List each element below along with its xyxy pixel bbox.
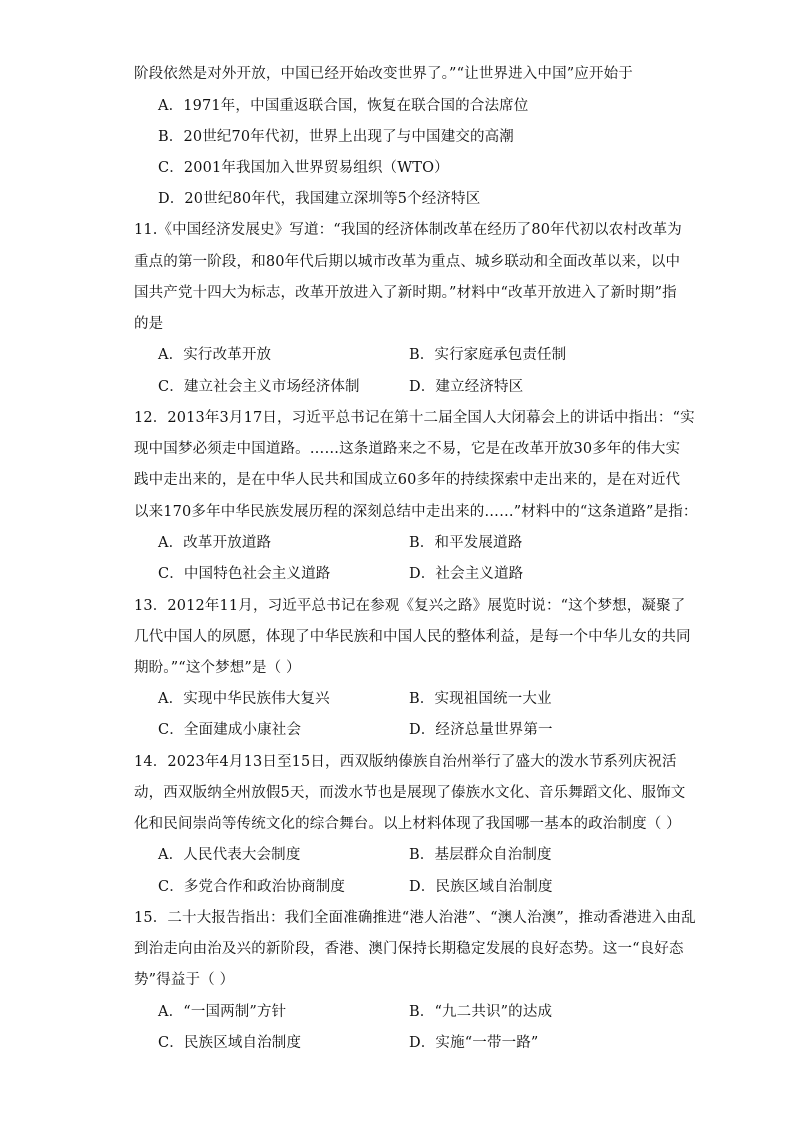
q11-option-a: A．实行改革开放 bbox=[158, 347, 272, 363]
q11-stem-line-1: 11.《中国经济发展史》写道：“我国的经济体制改革在经历了80年代初以农村改革为 bbox=[134, 222, 682, 238]
q11-option-d: D．建立经济特区 bbox=[409, 379, 524, 395]
q13-option-c: C．全面建成小康社会 bbox=[158, 722, 302, 738]
q10-option-d: D．20世纪80年代，我国建立深圳等5个经济特区 bbox=[158, 191, 481, 207]
q11-stem-line-2: 重点的第一阶段，和80年代后期以城市改革为重点、城乡联动和全面改革以来，以中 bbox=[134, 254, 681, 270]
q15-option-d: D．实施“一带一路” bbox=[409, 1035, 539, 1051]
q10-option-c: C．2001年我国加入世界贸易组织（WTO） bbox=[158, 160, 449, 176]
q14-option-a: A．人民代表大会制度 bbox=[158, 847, 301, 863]
q14-stem-line-2: 动，西双版纳全州放假5天，而泼水节也是展现了傣族水文化、音乐舞蹈文化、服饰文 bbox=[134, 785, 686, 801]
q10-option-b: B．20世纪70年代初，世界上出现了与中国建交的高潮 bbox=[158, 129, 514, 145]
q15-stem-line-3: 势”得益于（ ） bbox=[134, 972, 235, 988]
q11-option-b: B．实行家庭承包责任制 bbox=[409, 347, 567, 363]
q12-stem-line-4: 以来170多年中华民族发展历程的深刻总结中走出来的……”材料中的“这条道路”是指： bbox=[134, 504, 698, 520]
q10-option-a: A．1971年，中国重返联合国，恢复在联合国的合法席位 bbox=[158, 98, 529, 114]
q15-option-c: C．民族区域自治制度 bbox=[158, 1035, 302, 1051]
q13-stem-line-2: 几代中国人的夙愿，体现了中华民族和中国人民的整体利益，是每一个中华儿女的共同 bbox=[134, 629, 691, 645]
q14-option-d: D．民族区域自治制度 bbox=[409, 879, 553, 895]
q13-option-b: B．实现祖国统一大业 bbox=[409, 691, 552, 707]
q14-stem-line-3: 化和民间崇尚等传统文化的综合舞台。以上材料体现了我国哪一基本的政治制度（ ） bbox=[134, 816, 681, 832]
q14-option-b: B．基层群众自治制度 bbox=[409, 847, 552, 863]
q12-stem-line-2: 现中国梦必须走中国道路。……这条道路来之不易，它是在改革开放30多年的伟大实 bbox=[134, 441, 681, 457]
q11-option-c: C．建立社会主义市场经济体制 bbox=[158, 379, 360, 395]
q12-option-d: D．社会主义道路 bbox=[409, 566, 524, 582]
q14-option-c: C．多党合作和政治协商制度 bbox=[158, 879, 346, 895]
q12-stem-line-3: 践中走出来的，是在中华人民共和国成立60多年的持续探索中走出来的，是在对近代 bbox=[134, 472, 681, 488]
q13-stem-line-3: 期盼。”“这个梦想”是（ ） bbox=[134, 660, 301, 676]
q15-stem-line-2: 到治走向由治及兴的新阶段，香港、澳门保持长期稳定发展的良好态势。这一“良好态 bbox=[134, 941, 684, 957]
q14-stem-line-1: 14．2023年4月13日至15日，西双版纳傣族自治州举行了盛大的泼水节系列庆祝活 bbox=[134, 754, 677, 770]
q15-option-a: A．“一国两制”方针 bbox=[158, 1004, 287, 1020]
q12-option-b: B．和平发展道路 bbox=[409, 535, 523, 551]
q13-option-a: A．实现中华民族伟大复兴 bbox=[158, 691, 330, 707]
q13-stem-line-1: 13．2012年11月，习近平总书记在参观《复兴之路》展览时说：“这个梦想，凝聚了 bbox=[134, 598, 686, 614]
q12-stem-line-1: 12．2013年3月17日，习近平总书记在第十二届全国人大闭幕会上的讲话中指出：“实 bbox=[134, 410, 695, 426]
q12-option-c: C．中国特色社会主义道路 bbox=[158, 566, 331, 582]
q10-stem-tail: 阶段依然是对外开放，中国已经开始改变世界了。”“让世界进入中国”应开始于 bbox=[134, 66, 633, 82]
q15-option-b: B．“九二共识”的达成 bbox=[409, 1004, 553, 1020]
q11-stem-line-4: 的是 bbox=[134, 316, 164, 332]
q13-option-d: D．经济总量世界第一 bbox=[409, 722, 553, 738]
q11-stem-line-3: 国共产党十四大为标志，改革开放进入了新时期。”材料中“改革开放进入了新时期”指 bbox=[134, 285, 677, 301]
q15-stem-line-1: 15．二十大报告指出：我们全面准确推进“港人治港”、“澳人治澳”，推动香港进入由乱 bbox=[134, 910, 696, 926]
q12-option-a: A．改革开放道路 bbox=[158, 535, 272, 551]
